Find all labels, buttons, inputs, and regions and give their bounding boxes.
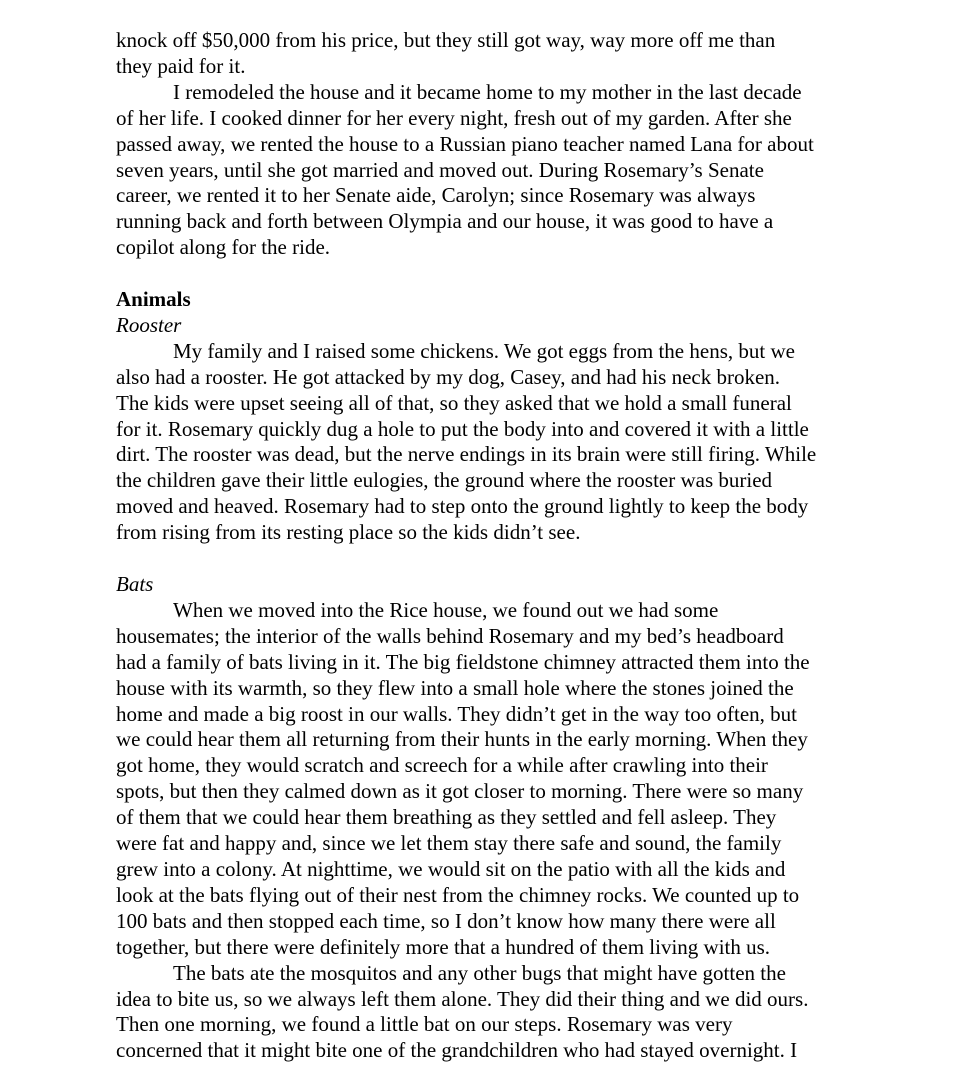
text-line: spots, but then they calmed down as it got closer to morning. There were so many xyxy=(116,779,804,804)
text-line: seven years, until she got married and moved out. During Rosemary’s Senate xyxy=(116,157,764,182)
text-line: passed away, we rented the house to a Russian piano teacher named Lana for about xyxy=(116,131,814,156)
section-heading: Animals xyxy=(116,287,191,312)
text-line: house with its warmth, so they flew into a small hole where the stones joined the xyxy=(116,675,794,700)
subheading-rooster: Rooster xyxy=(116,312,182,337)
text-line: together, but there were definitely more that a hundred of them living with us. xyxy=(116,934,771,959)
text-line: The kids were upset seeing all of that, so they asked that we hold a small funeral xyxy=(116,390,792,415)
text-line: The bats ate the mosquitos and any other bugs that might have gotten the xyxy=(173,960,786,985)
text-line: of them that we could hear them breathing as they settled and fell asleep. They xyxy=(116,805,777,830)
text-line: housemates; the interior of the walls behind Rosemary and my bed’s headboard xyxy=(116,623,784,648)
text-line: Then one morning, we found a little bat on our steps. Rosemary was very xyxy=(116,1012,733,1037)
subheading-bats: Bats xyxy=(116,572,154,596)
text-line: copilot along for the ride. xyxy=(116,235,331,260)
text-line: of her life. I cooked dinner for her every night, fresh out of my garden. After she xyxy=(116,105,792,130)
text-line: got home, they would scratch and screech for a while after crawling into their xyxy=(116,753,768,778)
text-line: home and made a big roost in our walls. They didn’t get in the way too often, but xyxy=(116,701,798,726)
text-line: from rising from its resting place so the kids didn’t see. xyxy=(116,520,581,545)
text-line: the children gave their little eulogies, the ground where the rooster was buried xyxy=(116,468,773,493)
text-line: they paid for it. xyxy=(116,53,246,78)
paragraph-bats-2 xyxy=(116,961,876,1065)
text-line: look at the bats flying out of their nest from the chimney rocks. We counted up to xyxy=(116,882,800,907)
paragraph-continued xyxy=(116,28,876,80)
text-line: When we moved into the Rice house, we found out we had some xyxy=(173,597,719,622)
text-line: also had a rooster. He got attacked by my dog, Casey, and had his neck broken. xyxy=(116,364,781,389)
text-line: My family and I raised some chickens. We got eggs from the hens, but we xyxy=(173,338,795,363)
text-line: grew into a colony. At nighttime, we would sit on the patio with all the kids and xyxy=(116,856,786,881)
text-line: were fat and happy and, since we let them stay there safe and sound, the family xyxy=(116,831,782,856)
text-line: running back and forth between Olympia and our house, it was good to have a xyxy=(116,209,774,234)
text-line: moved and heaved. Rosemary had to step onto the ground lightly to keep the body xyxy=(116,494,809,519)
text-line: for it. Rosemary quickly dug a hole to put the body into and covered it with a little xyxy=(116,416,809,441)
paragraph-house-remodel xyxy=(116,80,876,261)
blank-line xyxy=(116,546,876,572)
blank-line xyxy=(116,261,876,287)
text-line: idea to bite us, so we always left them alone. They did their thing and we did ours. xyxy=(116,986,809,1011)
document-page xyxy=(116,28,876,1064)
text-line: concerned that it might bite one of the grandchildren who had stayed overnight. I xyxy=(116,1038,798,1063)
text-line: I remodeled the house and it became home to my mother in the last decade xyxy=(173,79,802,104)
text-line: had a family of bats living in it. The big fieldstone chimney attracted them into the xyxy=(116,649,810,674)
text-line: knock off $50,000 from his price, but they still got way, way more off me than xyxy=(116,28,776,52)
text-line: we could hear them all returning from their hunts in the early morning. When they xyxy=(116,727,808,752)
paragraph-rooster xyxy=(116,339,876,546)
text-line: 100 bats and then stopped each time, so I don’t know how many there were all xyxy=(116,908,776,933)
text-line: career, we rented it to her Senate aide, Carolyn; since Rosemary was always xyxy=(116,183,756,208)
paragraph-bats-1 xyxy=(116,598,876,961)
text-line: dirt. The rooster was dead, but the nerve endings in its brain were still firing. While xyxy=(116,442,817,467)
